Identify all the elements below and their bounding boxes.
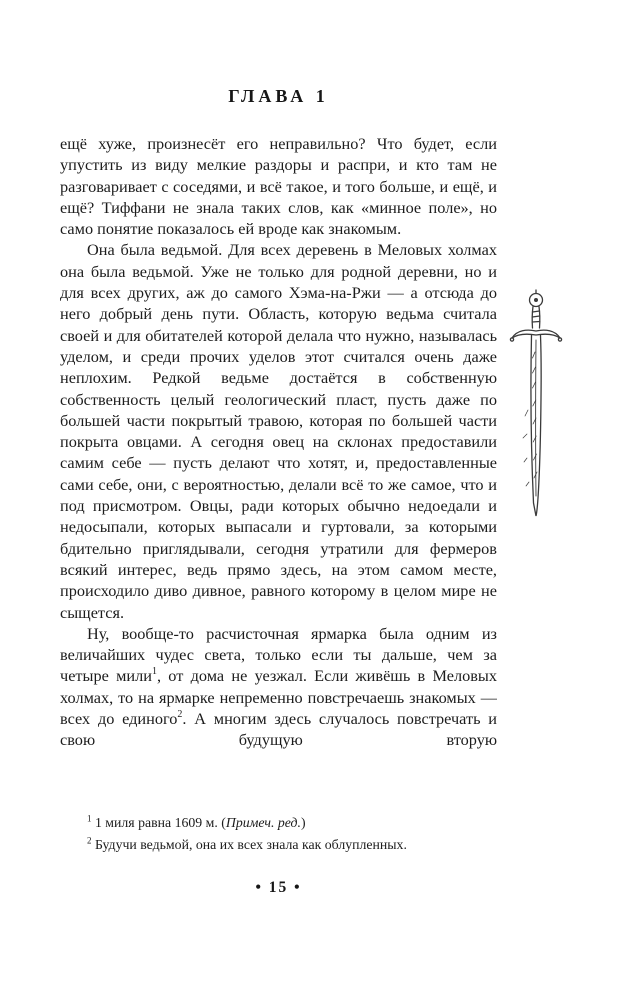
footnote-1 bbox=[60, 812, 497, 834]
footnote-1-italic: Примеч. ред. bbox=[225, 815, 301, 830]
paragraph-text: . А многим здесь случалось повстречать и свою будущую вторую bbox=[60, 709, 497, 750]
page-number: • 15 • bbox=[255, 879, 302, 896]
paragraph: Она была ведьмой. Для всех деревень в Меловых холмах она была ведьмой. Уже не только для родной деревни, но и для всех других, аж до самого Хэма-на-Ржи — а отсюда до него добрый день пути. Область, которую ведьма считала своей и для обитателей которой делала что нужно, называлась уделом, и среди прочих уделов этот считался очень даже неплохим. Редкой ведьме достаётся в собственную собственность целый геологический пласт, пусть даже по большей части покрытый травою, которая по большей части покрыта овцами. А сегодня овец на склонах предоставили самим себе — пусть делают что хотят, и, предоставленные сами себе, они, с вероятностью, делали всё то же самое, что и под присмотром. Овцы, ради которых обычно недоедали и недосыпали, которых выпасали и гуртовали, за которыми бдительно приглядывали, сегодня утратили для фермеров всякий интерес, ведь прямо здесь, на этом самом месте, происходило диво дивное, равного которому в целом мире не сыщется. bbox=[60, 240, 497, 622]
chapter-header: ГЛАВА 1 bbox=[228, 86, 329, 106]
footnote-2 bbox=[60, 834, 497, 856]
footnote-2-marker: 2 bbox=[87, 834, 92, 845]
paragraph bbox=[60, 623, 497, 751]
sword-illustration bbox=[507, 288, 569, 528]
footnote-ref-1: 1 bbox=[151, 666, 157, 677]
footnotes bbox=[60, 812, 497, 855]
footnote-1-marker: 1 bbox=[87, 813, 92, 824]
footnote-2-text: Будучи ведьмой, она их всех знала как облупленных. bbox=[91, 836, 407, 852]
page-footer bbox=[60, 812, 497, 897]
footnote-1-text-end: ) bbox=[300, 815, 306, 830]
text-block bbox=[60, 133, 497, 817]
paragraph-text: Ну, вообще-то расчисточная ярмарка была одним из величайших чудес света, только если ты дальше, чем за четыре мили bbox=[60, 623, 497, 686]
sword-icon bbox=[507, 288, 569, 528]
footnote-1-text: 1 миля равна 1609 м. ( bbox=[91, 815, 226, 830]
paragraph-continuation: ещё хуже, произнесёт его неправильно? Что будет, если упустить из виду мелкие раздоры и распри, и кто там не разговаривает с соседями, и всё такое, и того больше, и ещё, и ещё? Тиффани не знала таких слов, как «минное поле», но само понятие показалось ей вроде как знакомым. bbox=[60, 134, 497, 239]
paragraph-text: , от дома не уезжал. Если живёшь в Меловых холмах, то на ярмарке непременно повстречаешь знакомых — всех до единого bbox=[60, 666, 497, 729]
footnote-ref-2: 2 bbox=[177, 708, 183, 720]
